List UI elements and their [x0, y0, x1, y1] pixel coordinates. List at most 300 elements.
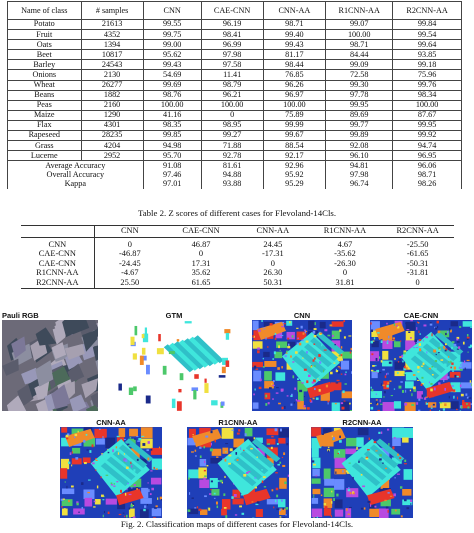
noise-speck — [386, 385, 388, 388]
noise-speck — [413, 386, 416, 389]
labeled-field — [194, 374, 199, 379]
noise-speck — [468, 397, 471, 398]
noise-speck — [423, 340, 424, 342]
table-cell: 81.61 — [201, 161, 263, 171]
table-cell: 0 — [270, 258, 275, 268]
noise-speck — [204, 475, 206, 476]
noise-speck — [157, 497, 158, 499]
noise-speck — [278, 345, 280, 348]
noise-speck — [344, 336, 346, 338]
table-cell: 94.88 — [201, 170, 263, 179]
noise-speck — [204, 470, 206, 471]
pauli-rgb-image — [2, 320, 98, 411]
noise-speck — [411, 353, 414, 355]
table-cell: 24543 — [81, 60, 143, 70]
noise-speck — [275, 472, 278, 473]
noise-speck — [350, 466, 352, 469]
summary-row — [8, 180, 462, 189]
noise-speck — [271, 384, 272, 385]
table-cell: Beans — [8, 90, 82, 100]
noise-speck — [271, 436, 273, 438]
noise-speck — [321, 344, 322, 346]
noise-speck — [274, 351, 276, 354]
table-cell: Flax — [8, 120, 82, 130]
noise-speck — [151, 488, 154, 490]
field-patch — [324, 488, 335, 497]
table-cell: 96.74 — [326, 180, 393, 189]
summary-row — [8, 161, 462, 171]
panel-title: CNN — [293, 311, 311, 320]
noise-speck — [296, 328, 298, 329]
noise-speck — [314, 388, 316, 390]
noise-speck — [136, 436, 138, 437]
noise-speck — [376, 394, 377, 395]
table-cell: 96.06 — [393, 161, 462, 171]
noise-speck — [353, 493, 355, 495]
noise-speck — [260, 379, 262, 381]
noise-speck — [124, 453, 125, 454]
noise-speck — [261, 320, 263, 322]
noise-speck — [423, 363, 425, 365]
noise-speck — [283, 452, 285, 455]
noise-speck — [332, 436, 333, 437]
noise-speck — [418, 399, 420, 401]
table-cell: 99.95 — [393, 120, 462, 130]
noise-speck — [425, 397, 427, 398]
noise-speck — [356, 442, 358, 444]
field-patch — [394, 371, 404, 376]
labeled-field — [211, 400, 217, 405]
noise-speck — [156, 468, 158, 470]
noise-speck — [470, 345, 472, 348]
table-cell: 96.19 — [201, 20, 263, 30]
noise-speck — [454, 344, 457, 347]
noise-speck — [405, 390, 406, 393]
noise-speck — [392, 446, 394, 449]
noise-speck — [385, 375, 387, 378]
noise-speck — [435, 360, 437, 362]
noise-speck — [400, 381, 402, 383]
noise-speck — [437, 321, 439, 324]
noise-speck — [460, 369, 462, 371]
noise-speck — [225, 443, 228, 444]
field-patch — [119, 428, 126, 437]
noise-speck — [408, 332, 410, 333]
noise-speck — [232, 430, 235, 431]
noise-speck — [404, 403, 407, 406]
panel-title: R1CNN-AA — [218, 418, 258, 427]
noise-speck — [341, 346, 342, 348]
noise-speck — [263, 358, 264, 359]
noise-speck — [317, 378, 318, 379]
field-patch — [61, 459, 69, 469]
noise-speck — [391, 395, 393, 396]
field-patch — [312, 469, 319, 476]
table-cell: -17.31 — [262, 249, 284, 259]
table-cell: -46.87 — [119, 249, 141, 259]
noise-speck — [400, 365, 402, 366]
noise-speck — [419, 343, 421, 346]
table-cell: CNN — [21, 238, 94, 250]
noise-speck — [397, 372, 399, 374]
noise-speck — [282, 465, 285, 467]
noise-speck — [263, 328, 266, 329]
noise-speck — [235, 514, 237, 515]
noise-speck — [214, 493, 216, 495]
noise-speck — [461, 406, 463, 409]
table-cell: 96.26 — [263, 80, 326, 90]
noise-speck — [265, 395, 267, 398]
field-patch — [332, 321, 344, 326]
noise-speck — [217, 506, 219, 509]
noise-speck — [81, 482, 83, 485]
table-row — [8, 141, 462, 151]
field-patch — [106, 499, 117, 505]
field-patch — [264, 361, 276, 367]
table-cell: 99.30 — [326, 80, 393, 90]
noise-speck — [345, 371, 346, 373]
noise-speck — [381, 360, 383, 362]
noise-speck — [415, 346, 418, 348]
noise-speck — [419, 339, 422, 341]
noise-speck — [154, 467, 155, 469]
noise-speck — [111, 482, 113, 484]
noise-speck — [397, 454, 399, 456]
noise-speck — [224, 507, 227, 509]
table-cell: 17.31 — [191, 258, 211, 268]
noise-speck — [94, 501, 96, 502]
noise-speck — [272, 385, 274, 386]
noise-speck — [411, 404, 414, 406]
noise-speck — [148, 441, 150, 444]
noise-speck — [393, 493, 396, 496]
noise-speck — [304, 330, 306, 331]
noise-speck — [273, 380, 275, 382]
noise-speck — [423, 324, 426, 326]
noise-speck — [68, 500, 70, 502]
noise-speck — [338, 366, 340, 367]
noise-speck — [371, 387, 372, 389]
noise-speck — [461, 394, 464, 397]
table-row — [21, 259, 454, 269]
noise-speck — [302, 358, 303, 359]
table-cell: 92.17 — [263, 151, 326, 161]
labeled-field — [221, 402, 225, 406]
noise-speck — [419, 348, 421, 351]
noise-speck — [330, 324, 333, 326]
noise-speck — [471, 384, 472, 387]
noise-speck — [374, 506, 376, 508]
noise-speck — [75, 434, 78, 436]
noise-speck — [333, 438, 335, 440]
noise-speck — [452, 389, 455, 391]
noise-speck — [200, 455, 202, 458]
noise-speck — [389, 380, 391, 382]
noise-speck — [96, 460, 98, 461]
field-patch — [320, 322, 326, 328]
noise-speck — [255, 487, 257, 489]
noise-speck — [451, 385, 453, 387]
noise-speck — [377, 332, 380, 333]
field-patch — [405, 381, 414, 388]
noise-speck — [193, 434, 194, 435]
noise-speck — [301, 382, 304, 383]
noise-speck — [388, 443, 389, 446]
field-patch — [404, 428, 413, 438]
field-patch — [402, 489, 411, 496]
table-header-row — [21, 226, 454, 238]
noise-speck — [450, 367, 452, 369]
noise-speck — [318, 354, 320, 357]
noise-speck — [150, 493, 152, 495]
noise-speck — [83, 440, 85, 443]
noise-speck — [328, 402, 329, 404]
labeled-field — [129, 388, 133, 395]
noise-speck — [245, 433, 247, 436]
noise-speck — [100, 476, 101, 478]
noise-speck — [471, 403, 472, 405]
noise-speck — [462, 400, 464, 403]
noise-speck — [263, 476, 266, 478]
noise-speck — [218, 480, 220, 482]
noise-speck — [400, 486, 402, 488]
table-cell: 92.78 — [201, 151, 263, 161]
noise-speck — [268, 402, 270, 404]
noise-speck — [131, 465, 132, 467]
noise-speck — [252, 335, 253, 337]
noise-speck — [263, 366, 265, 368]
table-cell: 99.67 — [263, 131, 326, 141]
noise-speck — [119, 514, 122, 515]
table-row — [8, 20, 462, 30]
noise-speck — [281, 500, 283, 502]
noise-speck — [397, 474, 400, 475]
field-patch — [152, 508, 161, 516]
noise-speck — [439, 402, 442, 403]
table-caption: Table 2. Z scores of different cases for Flevoland-14Cls. — [137, 208, 337, 218]
noise-speck — [272, 358, 274, 359]
noise-speck — [402, 390, 404, 393]
noise-speck — [396, 325, 397, 327]
noise-speck — [290, 404, 292, 406]
field-patch — [73, 508, 85, 514]
noise-speck — [417, 322, 418, 324]
noise-speck — [313, 517, 314, 518]
noise-speck — [137, 440, 140, 441]
noise-speck — [134, 438, 136, 439]
noise-speck — [78, 512, 80, 513]
noise-speck — [305, 331, 306, 333]
noise-speck — [440, 410, 442, 411]
noise-speck — [425, 336, 428, 338]
noise-speck — [234, 494, 237, 497]
table-cell: R2CNN-AA — [21, 278, 94, 288]
table-cell: 100.00 — [201, 100, 263, 110]
column-header: # samples — [81, 2, 143, 20]
noise-speck — [371, 353, 373, 355]
table-cell: 100.00 — [393, 100, 462, 110]
field-patch — [451, 401, 459, 409]
table-cell: 97.58 — [201, 60, 263, 70]
noise-speck — [341, 402, 343, 404]
noise-speck — [225, 459, 227, 462]
noise-speck — [125, 459, 128, 462]
noise-speck — [455, 386, 457, 388]
table-cell: 99.84 — [393, 20, 462, 30]
noise-speck — [257, 347, 260, 349]
noise-speck — [306, 340, 309, 342]
table-cell: 91.08 — [143, 161, 201, 171]
noise-speck — [129, 494, 132, 495]
noise-speck — [237, 433, 240, 435]
noise-speck — [277, 464, 280, 466]
noise-speck — [313, 398, 315, 400]
noise-speck — [451, 347, 453, 350]
field-patch — [312, 447, 319, 457]
noise-speck — [430, 410, 431, 411]
table-cell: 92.08 — [326, 141, 393, 151]
field-patch — [252, 362, 263, 367]
noise-speck — [337, 380, 340, 381]
noise-speck — [148, 489, 150, 492]
noise-speck — [335, 403, 337, 404]
noise-speck — [395, 477, 396, 479]
table-cell: 98.76 — [143, 90, 201, 100]
table-cell: Grass — [8, 141, 82, 151]
table-cell: 100.00 — [263, 100, 326, 110]
noise-speck — [153, 517, 156, 518]
noise-speck — [422, 394, 424, 397]
summary-label: Kappa — [8, 180, 144, 189]
noise-speck — [93, 506, 95, 507]
field-patch — [151, 448, 162, 455]
noise-speck — [465, 368, 466, 371]
field-patch — [256, 509, 263, 517]
table-cell: 99.00 — [143, 40, 201, 50]
noise-speck — [327, 401, 329, 403]
noise-speck — [387, 340, 388, 343]
table-cell: 97.98 — [326, 170, 393, 179]
table-cell: 98.34 — [393, 90, 462, 100]
field-patch — [221, 509, 227, 516]
table-cell: 95.62 — [143, 50, 201, 60]
labeled-field — [193, 390, 196, 399]
noise-speck — [317, 517, 318, 518]
noise-speck — [188, 478, 190, 480]
noise-speck — [287, 395, 289, 396]
noise-speck — [284, 406, 285, 409]
noise-speck — [66, 435, 69, 438]
noise-speck — [159, 447, 160, 449]
panel-title: Pauli RGB — [2, 311, 39, 320]
field-patch — [451, 321, 458, 326]
noise-speck — [459, 326, 461, 328]
noise-speck — [76, 503, 78, 506]
noise-speck — [222, 517, 225, 518]
noise-speck — [151, 449, 153, 451]
labeled-field — [204, 379, 206, 383]
field-patch — [60, 468, 67, 479]
noise-speck — [250, 448, 253, 450]
noise-speck — [332, 335, 334, 337]
noise-speck — [387, 382, 389, 384]
noise-speck — [147, 504, 148, 505]
noise-speck — [324, 329, 327, 331]
pauli-rgb-panel — [2, 311, 98, 412]
noise-speck — [342, 390, 344, 393]
noise-speck — [240, 447, 241, 450]
table-cell: Onions — [8, 70, 82, 80]
noise-speck — [457, 397, 458, 400]
noise-speck — [324, 503, 326, 505]
noise-speck — [377, 410, 380, 411]
table-cell: 94.74 — [393, 141, 462, 151]
noise-speck — [320, 333, 323, 334]
labeled-field — [226, 333, 229, 340]
noise-speck — [75, 457, 78, 460]
noise-speck — [211, 443, 212, 446]
field-patch — [392, 438, 401, 446]
noise-speck — [313, 331, 316, 334]
table-cell: 41.16 — [143, 110, 201, 120]
field-patch — [199, 480, 209, 488]
field-patch — [392, 428, 404, 438]
table-cell: 99.40 — [263, 30, 326, 40]
noise-speck — [209, 493, 211, 495]
table-cell: 26277 — [81, 80, 143, 90]
noise-speck — [134, 484, 136, 486]
noise-speck — [420, 333, 421, 335]
noise-speck — [336, 370, 338, 372]
table-cell: 87.67 — [393, 110, 462, 120]
noise-speck — [295, 351, 298, 354]
noise-speck — [68, 462, 70, 464]
noise-speck — [294, 402, 295, 404]
noise-speck — [228, 455, 231, 457]
table-row — [8, 50, 462, 60]
table-cell: 81.17 — [263, 50, 326, 60]
noise-speck — [404, 460, 406, 462]
noise-speck — [131, 487, 133, 488]
table-cell: 89.69 — [326, 110, 393, 120]
field-patch — [461, 382, 472, 388]
table-cell: 28235 — [81, 131, 143, 141]
field-patch — [312, 458, 320, 469]
noise-speck — [326, 385, 328, 388]
table-cell: 54.69 — [143, 70, 201, 80]
noise-speck — [343, 320, 345, 322]
noise-speck — [399, 356, 401, 358]
noise-speck — [431, 333, 432, 336]
labeled-field — [205, 353, 208, 356]
table-cell: 0 — [342, 268, 348, 278]
table-row — [8, 80, 462, 90]
table-cell: 0 — [198, 249, 204, 259]
table-cell: Wheat — [8, 80, 82, 90]
noise-speck — [362, 486, 365, 488]
noise-speck — [372, 365, 375, 367]
noise-speck — [124, 516, 125, 517]
gtm-panel — [110, 311, 238, 412]
noise-speck — [161, 499, 162, 501]
table-body — [21, 238, 454, 289]
noise-speck — [283, 323, 285, 324]
column-header: R2CNN-AA — [393, 2, 462, 20]
noise-speck — [417, 380, 419, 381]
noise-speck — [285, 514, 287, 515]
table-cell: 71.88 — [201, 141, 263, 151]
noise-speck — [342, 407, 345, 410]
